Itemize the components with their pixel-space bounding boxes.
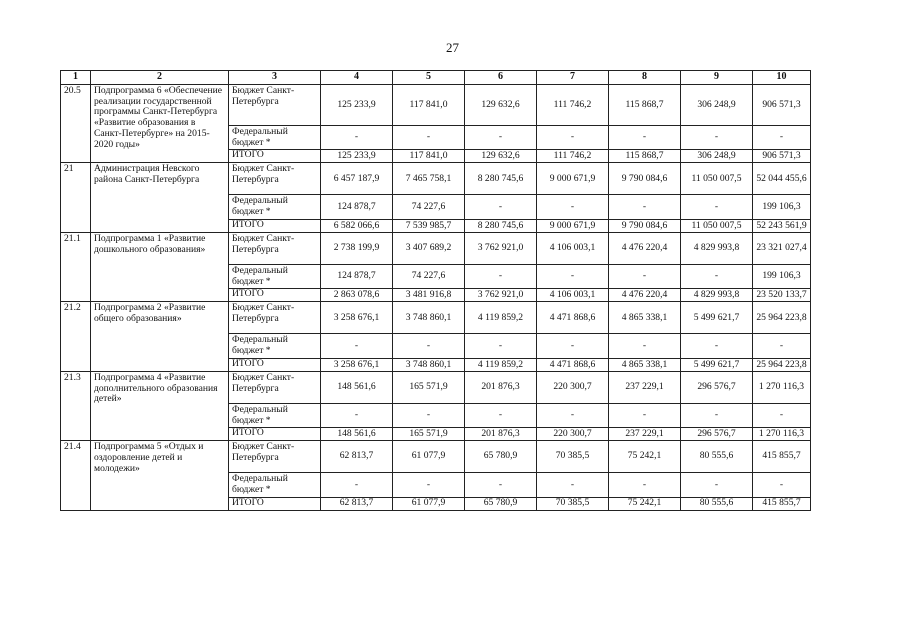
value-cell: 5 499 621,7 <box>681 302 753 334</box>
value-cell: 25 964 223,8 <box>753 358 811 371</box>
column-header: 4 <box>321 71 393 85</box>
value-cell: 8 280 745,6 <box>465 163 537 195</box>
value-cell: 129 632,6 <box>465 150 537 163</box>
value-cell: 23 520 133,7 <box>753 289 811 302</box>
value-cell: 1 270 116,3 <box>753 428 811 441</box>
value-cell: - <box>609 334 681 358</box>
table-row <box>61 371 811 403</box>
value-cell: 11 050 007,5 <box>681 163 753 195</box>
source-label: ИТОГО <box>229 219 321 232</box>
value-cell: - <box>753 126 811 150</box>
value-cell: 80 555,6 <box>681 497 753 510</box>
source-label: Федеральный бюджет * <box>229 403 321 427</box>
row-name: Подпрограмма 2 «Развитие общего образования» <box>91 302 229 371</box>
value-cell: 199 106,3 <box>753 264 811 288</box>
row-code: 21.1 <box>61 232 91 301</box>
value-cell: 199 106,3 <box>753 195 811 219</box>
value-cell: - <box>321 473 393 497</box>
budget-table <box>60 70 811 511</box>
source-label: Бюджет Санкт-Петербурга <box>229 371 321 403</box>
value-cell: 906 571,3 <box>753 85 811 126</box>
value-cell: 7 539 985,7 <box>393 219 465 232</box>
row-code: 21.2 <box>61 302 91 371</box>
value-cell: 4 476 220,4 <box>609 289 681 302</box>
value-cell: 4 106 003,1 <box>537 289 609 302</box>
value-cell: 906 571,3 <box>753 150 811 163</box>
row-code: 21.4 <box>61 441 91 510</box>
value-cell: - <box>681 195 753 219</box>
row-code: 20.5 <box>61 85 91 163</box>
value-cell: 2 738 199,9 <box>321 232 393 264</box>
source-label: Бюджет Санкт-Петербурга <box>229 232 321 264</box>
value-cell: 165 571,9 <box>393 428 465 441</box>
value-cell: 306 248,9 <box>681 85 753 126</box>
value-cell: 220 300,7 <box>537 371 609 403</box>
source-label: Бюджет Санкт-Петербурга <box>229 302 321 334</box>
value-cell: 75 242,1 <box>609 497 681 510</box>
value-cell: 70 385,5 <box>537 497 609 510</box>
source-label: Бюджет Санкт-Петербурга <box>229 85 321 126</box>
column-header: 3 <box>229 71 321 85</box>
row-code: 21 <box>61 163 91 232</box>
value-cell: 415 855,7 <box>753 497 811 510</box>
header-row <box>61 71 811 85</box>
column-header: 5 <box>393 71 465 85</box>
value-cell: 306 248,9 <box>681 150 753 163</box>
value-cell: 4 829 993,8 <box>681 232 753 264</box>
value-cell: 124 878,7 <box>321 195 393 219</box>
value-cell: 3 748 860,1 <box>393 302 465 334</box>
value-cell: - <box>465 334 537 358</box>
value-cell: 52 243 561,9 <box>753 219 811 232</box>
value-cell: 129 632,6 <box>465 85 537 126</box>
value-cell: 6 457 187,9 <box>321 163 393 195</box>
value-cell: - <box>465 403 537 427</box>
value-cell: - <box>681 334 753 358</box>
value-cell: 6 582 066,6 <box>321 219 393 232</box>
source-label: Бюджет Санкт-Петербурга <box>229 441 321 473</box>
value-cell: 125 233,9 <box>321 150 393 163</box>
value-cell: 296 576,7 <box>681 428 753 441</box>
source-label: Федеральный бюджет * <box>229 264 321 288</box>
value-cell: 296 576,7 <box>681 371 753 403</box>
value-cell: - <box>681 264 753 288</box>
value-cell: 80 555,6 <box>681 441 753 473</box>
value-cell: 5 499 621,7 <box>681 358 753 371</box>
value-cell: - <box>537 264 609 288</box>
source-label: ИТОГО <box>229 428 321 441</box>
value-cell: - <box>609 473 681 497</box>
row-name: Подпрограмма 5 «Отдых и оздоровление детей и молодежи» <box>91 441 229 510</box>
page-number: 27 <box>446 40 459 55</box>
value-cell: - <box>465 126 537 150</box>
column-header: 8 <box>609 71 681 85</box>
value-cell: 3 762 921,0 <box>465 289 537 302</box>
value-cell: 3 762 921,0 <box>465 232 537 264</box>
table-row <box>61 163 811 195</box>
value-cell: 4 119 859,2 <box>465 302 537 334</box>
row-name: Подпрограмма 4 «Развитие дополнительного образования детей» <box>91 371 229 440</box>
value-cell: 111 746,2 <box>537 85 609 126</box>
value-cell: 8 280 745,6 <box>465 219 537 232</box>
value-cell: - <box>537 195 609 219</box>
value-cell: 117 841,0 <box>393 85 465 126</box>
value-cell: 148 561,6 <box>321 371 393 403</box>
source-label: Федеральный бюджет * <box>229 195 321 219</box>
value-cell: 2 863 078,6 <box>321 289 393 302</box>
value-cell: - <box>609 195 681 219</box>
value-cell: - <box>393 334 465 358</box>
value-cell: - <box>681 403 753 427</box>
value-cell: 3 481 916,8 <box>393 289 465 302</box>
value-cell: 201 876,3 <box>465 371 537 403</box>
value-cell: 4 865 338,1 <box>609 302 681 334</box>
source-label: Федеральный бюджет * <box>229 473 321 497</box>
value-cell: 4 865 338,1 <box>609 358 681 371</box>
value-cell: 65 780,9 <box>465 441 537 473</box>
value-cell: 52 044 455,6 <box>753 163 811 195</box>
value-cell: 1 270 116,3 <box>753 371 811 403</box>
value-cell: - <box>681 473 753 497</box>
row-name: Подпрограмма 6 «Обеспечение реализации государственной программы Санкт-Петербурга «Развитие образования в Санкт-Петербурге» на 2015-2020 годы» <box>91 85 229 163</box>
value-cell: 237 229,1 <box>609 428 681 441</box>
source-label: ИТОГО <box>229 150 321 163</box>
value-cell: 23 321 027,4 <box>753 232 811 264</box>
source-label: Федеральный бюджет * <box>229 334 321 358</box>
value-cell: 9 790 084,6 <box>609 219 681 232</box>
value-cell: 9 790 084,6 <box>609 163 681 195</box>
column-header: 2 <box>91 71 229 85</box>
value-cell: 61 077,9 <box>393 497 465 510</box>
value-cell: - <box>321 126 393 150</box>
column-header: 7 <box>537 71 609 85</box>
row-name: Подпрограмма 1 «Развитие дошкольного образования» <box>91 232 229 301</box>
value-cell: 4 471 868,6 <box>537 358 609 371</box>
value-cell: - <box>393 126 465 150</box>
value-cell: - <box>537 403 609 427</box>
source-label: ИТОГО <box>229 358 321 371</box>
value-cell: 117 841,0 <box>393 150 465 163</box>
value-cell: 3 748 860,1 <box>393 358 465 371</box>
value-cell: - <box>465 473 537 497</box>
value-cell: - <box>321 403 393 427</box>
value-cell: 415 855,7 <box>753 441 811 473</box>
value-cell: 4 119 859,2 <box>465 358 537 371</box>
value-cell: 115 868,7 <box>609 150 681 163</box>
value-cell: - <box>321 334 393 358</box>
column-header: 6 <box>465 71 537 85</box>
value-cell: 3 407 689,2 <box>393 232 465 264</box>
value-cell: 4 106 003,1 <box>537 232 609 264</box>
value-cell: 61 077,9 <box>393 441 465 473</box>
value-cell: - <box>753 334 811 358</box>
value-cell: - <box>753 403 811 427</box>
value-cell: - <box>393 473 465 497</box>
value-cell: - <box>393 403 465 427</box>
value-cell: 7 465 758,1 <box>393 163 465 195</box>
value-cell: - <box>537 334 609 358</box>
column-header: 10 <box>753 71 811 85</box>
value-cell: 4 829 993,8 <box>681 289 753 302</box>
column-header: 9 <box>681 71 753 85</box>
table-row <box>61 232 811 264</box>
value-cell: - <box>465 264 537 288</box>
value-cell: - <box>609 264 681 288</box>
source-label: Бюджет Санкт-Петербурга <box>229 163 321 195</box>
row-code: 21.3 <box>61 371 91 440</box>
value-cell: 111 746,2 <box>537 150 609 163</box>
source-label: ИТОГО <box>229 289 321 302</box>
value-cell: - <box>609 126 681 150</box>
value-cell: - <box>681 126 753 150</box>
value-cell: 25 964 223,8 <box>753 302 811 334</box>
value-cell: 165 571,9 <box>393 371 465 403</box>
value-cell: 4 476 220,4 <box>609 232 681 264</box>
value-cell: 124 878,7 <box>321 264 393 288</box>
value-cell: 74 227,6 <box>393 264 465 288</box>
value-cell: 62 813,7 <box>321 497 393 510</box>
value-cell: 115 868,7 <box>609 85 681 126</box>
value-cell: 201 876,3 <box>465 428 537 441</box>
column-header: 1 <box>61 71 91 85</box>
value-cell: 11 050 007,5 <box>681 219 753 232</box>
value-cell: 3 258 676,1 <box>321 302 393 334</box>
table-row <box>61 85 811 126</box>
value-cell: 237 229,1 <box>609 371 681 403</box>
source-label: Федеральный бюджет * <box>229 126 321 150</box>
value-cell: 70 385,5 <box>537 441 609 473</box>
value-cell: 148 561,6 <box>321 428 393 441</box>
value-cell: 9 000 671,9 <box>537 163 609 195</box>
value-cell: 9 000 671,9 <box>537 219 609 232</box>
value-cell: - <box>753 473 811 497</box>
table-body <box>61 85 811 511</box>
value-cell: - <box>609 403 681 427</box>
value-cell: - <box>465 195 537 219</box>
table-row <box>61 441 811 473</box>
value-cell: 74 227,6 <box>393 195 465 219</box>
value-cell: 75 242,1 <box>609 441 681 473</box>
value-cell: - <box>537 126 609 150</box>
table-row <box>61 302 811 334</box>
value-cell: 65 780,9 <box>465 497 537 510</box>
value-cell: 62 813,7 <box>321 441 393 473</box>
source-label: ИТОГО <box>229 497 321 510</box>
value-cell: 3 258 676,1 <box>321 358 393 371</box>
value-cell: 125 233,9 <box>321 85 393 126</box>
value-cell: 220 300,7 <box>537 428 609 441</box>
row-name: Администрация Невского района Санкт-Петербурга <box>91 163 229 232</box>
value-cell: - <box>537 473 609 497</box>
value-cell: 4 471 868,6 <box>537 302 609 334</box>
